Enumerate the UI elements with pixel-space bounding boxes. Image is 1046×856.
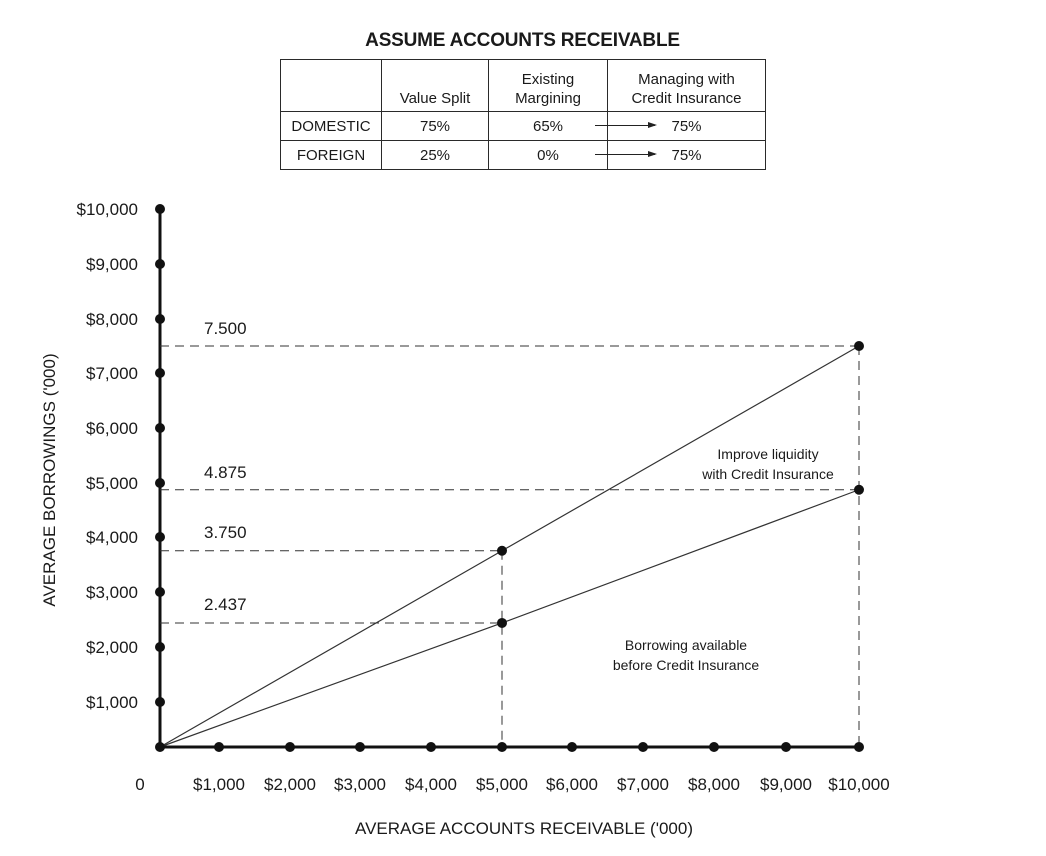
y-tick-label: $10,000: [76, 200, 138, 219]
annotation-text: Improve liquidity: [717, 446, 819, 462]
cell-foreign-label: FOREIGN: [281, 141, 382, 170]
y-tick-marker: [155, 423, 165, 433]
value-label: 3.750: [204, 522, 247, 542]
x-tick-label: $2,000: [264, 775, 316, 794]
x-axis-title: AVERAGE ACCOUNTS RECEIVABLE ('000): [355, 819, 693, 838]
data-point-series-1: [854, 341, 864, 351]
series-line-2: [160, 490, 859, 747]
value-label: 2.437: [204, 594, 247, 614]
y-tick-marker: [155, 587, 165, 597]
data-point-series-2: [854, 485, 864, 495]
x-tick-marker: [709, 742, 719, 752]
x-tick-label: $10,000: [828, 775, 890, 794]
table-title: ASSUME ACCOUNTS RECEIVABLE: [365, 30, 680, 51]
x-tick-label: 0: [135, 775, 145, 794]
x-tick-label: $6,000: [546, 775, 598, 794]
header-value-split: Value Split: [382, 60, 489, 112]
x-tick-label: $5,000: [476, 775, 528, 794]
x-tick-marker: [214, 742, 224, 752]
x-tick-marker: [497, 742, 507, 752]
y-tick-label: $1,000: [86, 693, 138, 712]
x-tick-marker: [638, 742, 648, 752]
y-tick-label: $9,000: [86, 255, 138, 274]
x-tick-marker: [285, 742, 295, 752]
y-tick-marker: [155, 642, 165, 652]
x-tick-label: $4,000: [405, 775, 457, 794]
y-axis-title: AVERAGE BORROWINGS ('000): [40, 353, 59, 607]
data-point-series-1: [497, 546, 507, 556]
cell-foreign-insured: 75%: [608, 141, 766, 170]
x-tick-label: $3,000: [334, 775, 386, 794]
annotation-text: with Credit Insurance: [702, 466, 834, 482]
x-tick-marker: [854, 742, 864, 752]
series-line-1: [160, 346, 859, 747]
cell-domestic-insured: 75%: [608, 112, 766, 141]
header-credit-insurance-text: Managing with Credit Insurance: [631, 71, 742, 107]
header-existing-margining-text: Existing Margining: [515, 71, 581, 107]
data-point-series-2: [497, 618, 507, 628]
x-tick-marker: [426, 742, 436, 752]
cell-domestic-label: DOMESTIC: [281, 112, 382, 141]
x-tick-marker: [781, 742, 791, 752]
y-tick-label: $6,000: [86, 419, 138, 438]
annotation-text: before Credit Insurance: [612, 657, 760, 673]
y-tick-marker: [155, 204, 165, 214]
x-tick-marker: [567, 742, 577, 752]
y-tick-label: $7,000: [86, 364, 138, 383]
cell-foreign-existing-text: 0%: [537, 146, 559, 164]
cell-domestic-existing-text: 65%: [532, 117, 564, 135]
value-label: 7.500: [204, 319, 247, 338]
x-tick-marker: [155, 742, 165, 752]
y-tick-marker: [155, 478, 165, 488]
y-tick-marker: [155, 697, 165, 707]
y-tick-label: $2,000: [86, 638, 138, 657]
cell-domestic-split: 75%: [382, 112, 489, 141]
y-tick-marker: [155, 368, 165, 378]
cell-foreign-split: 25%: [382, 141, 489, 170]
y-tick-marker: [155, 259, 165, 269]
x-tick-label: $1,000: [193, 775, 245, 794]
x-tick-label: $9,000: [760, 775, 812, 794]
y-tick-marker: [155, 314, 165, 324]
y-tick-label: $8,000: [86, 310, 138, 329]
x-tick-label: $8,000: [688, 775, 740, 794]
y-tick-label: $4,000: [86, 528, 138, 547]
value-label: 4.875: [204, 462, 247, 482]
y-tick-marker: [155, 532, 165, 542]
x-tick-label: $7,000: [617, 775, 669, 794]
y-tick-label: $5,000: [86, 474, 138, 493]
x-tick-marker: [355, 742, 365, 752]
y-tick-label: $3,000: [86, 583, 138, 602]
annotation-text: Borrowing available: [624, 637, 748, 653]
